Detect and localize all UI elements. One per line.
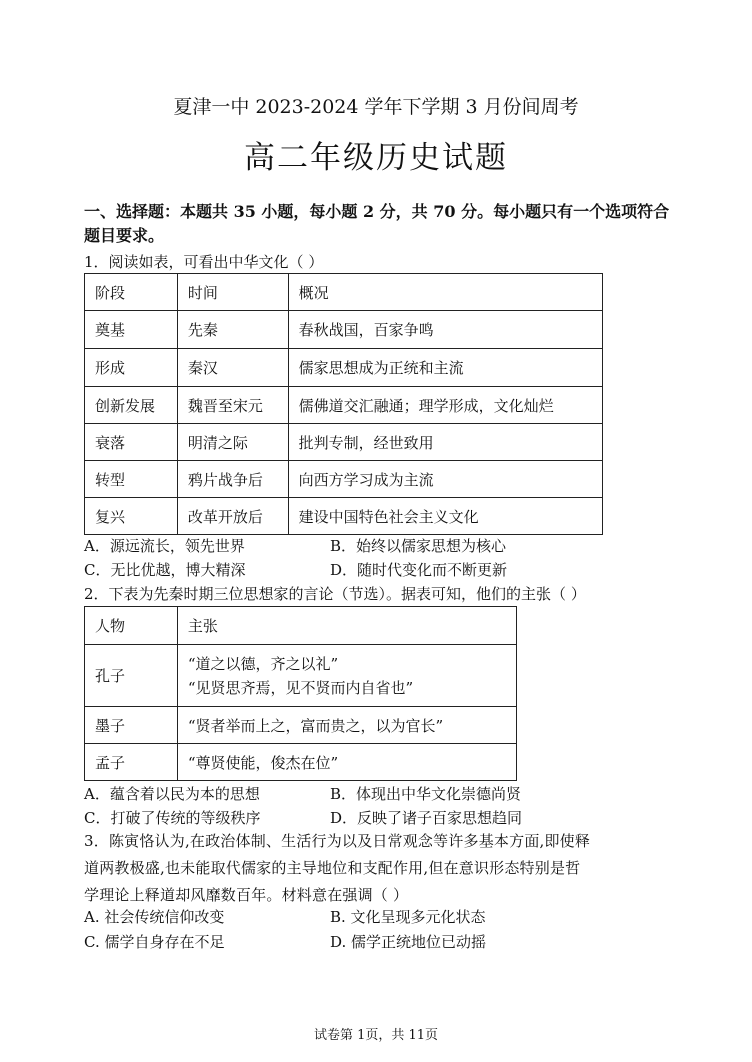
q3-stem-line: 3．陈寅恪认为,在政治体制、生活行为以及日常观念等许多基本方面,即使释 bbox=[84, 832, 591, 850]
q1-option-c[interactable]: C．无比优越，博大精深 bbox=[84, 561, 246, 579]
q1-header-overview: 概况 bbox=[288, 274, 602, 311]
table-row bbox=[85, 349, 603, 387]
q2-option-c[interactable]: C．打破了传统的等级秩序 bbox=[84, 809, 261, 827]
table-cell: 奠基 bbox=[85, 311, 178, 349]
table-cell: “尊贤使能，俊杰在位” bbox=[177, 744, 516, 781]
q3-stem-line: 学理论上释道却风靡数百年。材料意在强调（ ） bbox=[84, 886, 409, 904]
table-cell: 明清之际 bbox=[177, 424, 288, 461]
table-row bbox=[85, 645, 517, 707]
q2-header-person: 人物 bbox=[85, 607, 178, 645]
table-cell: 孟子 bbox=[85, 744, 178, 781]
q2-table-header bbox=[85, 607, 517, 645]
table-cell: 魏晋至宋元 bbox=[177, 387, 288, 424]
table-row bbox=[85, 387, 603, 424]
quote-line: “见贤思齐焉，见不贤而内自省也” bbox=[187, 678, 414, 697]
exam-subtitle: 夏津一中 2023-2024 学年下学期 3 月份间周考 bbox=[173, 96, 579, 118]
table-cell: 改革开放后 bbox=[177, 498, 288, 535]
table-cell: 转型 bbox=[85, 461, 178, 498]
table-cell: 儒家思想成为正统和主流 bbox=[288, 349, 602, 387]
q3-option-a[interactable]: A. 社会传统信仰改变 bbox=[84, 908, 225, 926]
table-cell: 鸦片战争后 bbox=[177, 461, 288, 498]
q2-option-d[interactable]: D．反映了诸子百家思想趋同 bbox=[330, 809, 523, 827]
q1-header-stage: 阶段 bbox=[85, 274, 178, 311]
table-cell: 形成 bbox=[85, 349, 178, 387]
table-cell: 批判专制，经世致用 bbox=[288, 424, 602, 461]
q1-table-header bbox=[85, 274, 603, 311]
table-row bbox=[85, 498, 603, 535]
table-cell: 春秋战国，百家争鸣 bbox=[288, 311, 602, 349]
q3-option-b[interactable]: B. 文化呈现多元化状态 bbox=[330, 908, 486, 926]
table-row bbox=[85, 461, 603, 498]
section-heading: 一、选择题：本题共 35 小题，每小题 2 分，共 70 分。每小题只有一个选项符合题目要求。 bbox=[84, 202, 670, 245]
q3-option-d[interactable]: D. 儒学正统地位已动摇 bbox=[330, 933, 487, 951]
table-cell: 复兴 bbox=[85, 498, 178, 535]
table-cell: 儒佛道交汇融通；理学形成，文化灿烂 bbox=[288, 387, 602, 424]
table-row bbox=[85, 744, 517, 781]
table-row bbox=[85, 707, 517, 744]
q2-option-a[interactable]: A．蕴含着以民为本的思想 bbox=[84, 785, 260, 803]
q1-stem: 1．阅读如表，可看出中华文化（ ） bbox=[84, 253, 324, 271]
q3-option-c[interactable]: C. 儒学自身存在不足 bbox=[84, 933, 225, 951]
q1-option-b[interactable]: B．始终以儒家思想为核心 bbox=[330, 537, 507, 555]
q1-table bbox=[84, 273, 603, 535]
table-cell: 墨子 bbox=[85, 707, 178, 744]
q2-table bbox=[84, 606, 517, 781]
q2-stem: 2．下表为先秦时期三位思想家的言论（节选）。据表可知，他们的主张（ ） bbox=[84, 585, 586, 603]
q1-header-time: 时间 bbox=[177, 274, 288, 311]
table-cell: 衰落 bbox=[85, 424, 178, 461]
q3-stem-line: 道两教极盛,也未能取代儒家的主导地位和支配作用,但在意识形态特别是哲 bbox=[84, 859, 581, 877]
table-cell: “贤者举而上之，富而贵之，以为官长” bbox=[177, 707, 516, 744]
table-row bbox=[85, 424, 603, 461]
table-cell: 创新发展 bbox=[85, 387, 178, 424]
table-cell: 秦汉 bbox=[177, 349, 288, 387]
table-cell: 孔子 bbox=[85, 645, 178, 707]
q3-stem bbox=[84, 828, 674, 909]
page-footer: 试卷第 1页，共 11页 bbox=[313, 1028, 439, 1043]
q2-option-b[interactable]: B．体现出中华文化崇德尚贤 bbox=[330, 785, 522, 803]
table-cell: 先秦 bbox=[177, 311, 288, 349]
table-cell bbox=[177, 645, 516, 707]
table-cell: 向西方学习成为主流 bbox=[288, 461, 602, 498]
q1-option-d[interactable]: D．随时代变化而不断更新 bbox=[330, 561, 508, 579]
q1-option-a[interactable]: A．源远流长，领先世界 bbox=[84, 537, 245, 555]
table-cell: 建设中国特色社会主义文化 bbox=[288, 498, 602, 535]
quote-line: “道之以德，齐之以礼” bbox=[187, 654, 339, 673]
table-row bbox=[85, 311, 603, 349]
exam-title: 高二年级历史试题 bbox=[244, 140, 508, 176]
q2-header-claim: 主张 bbox=[177, 607, 516, 645]
